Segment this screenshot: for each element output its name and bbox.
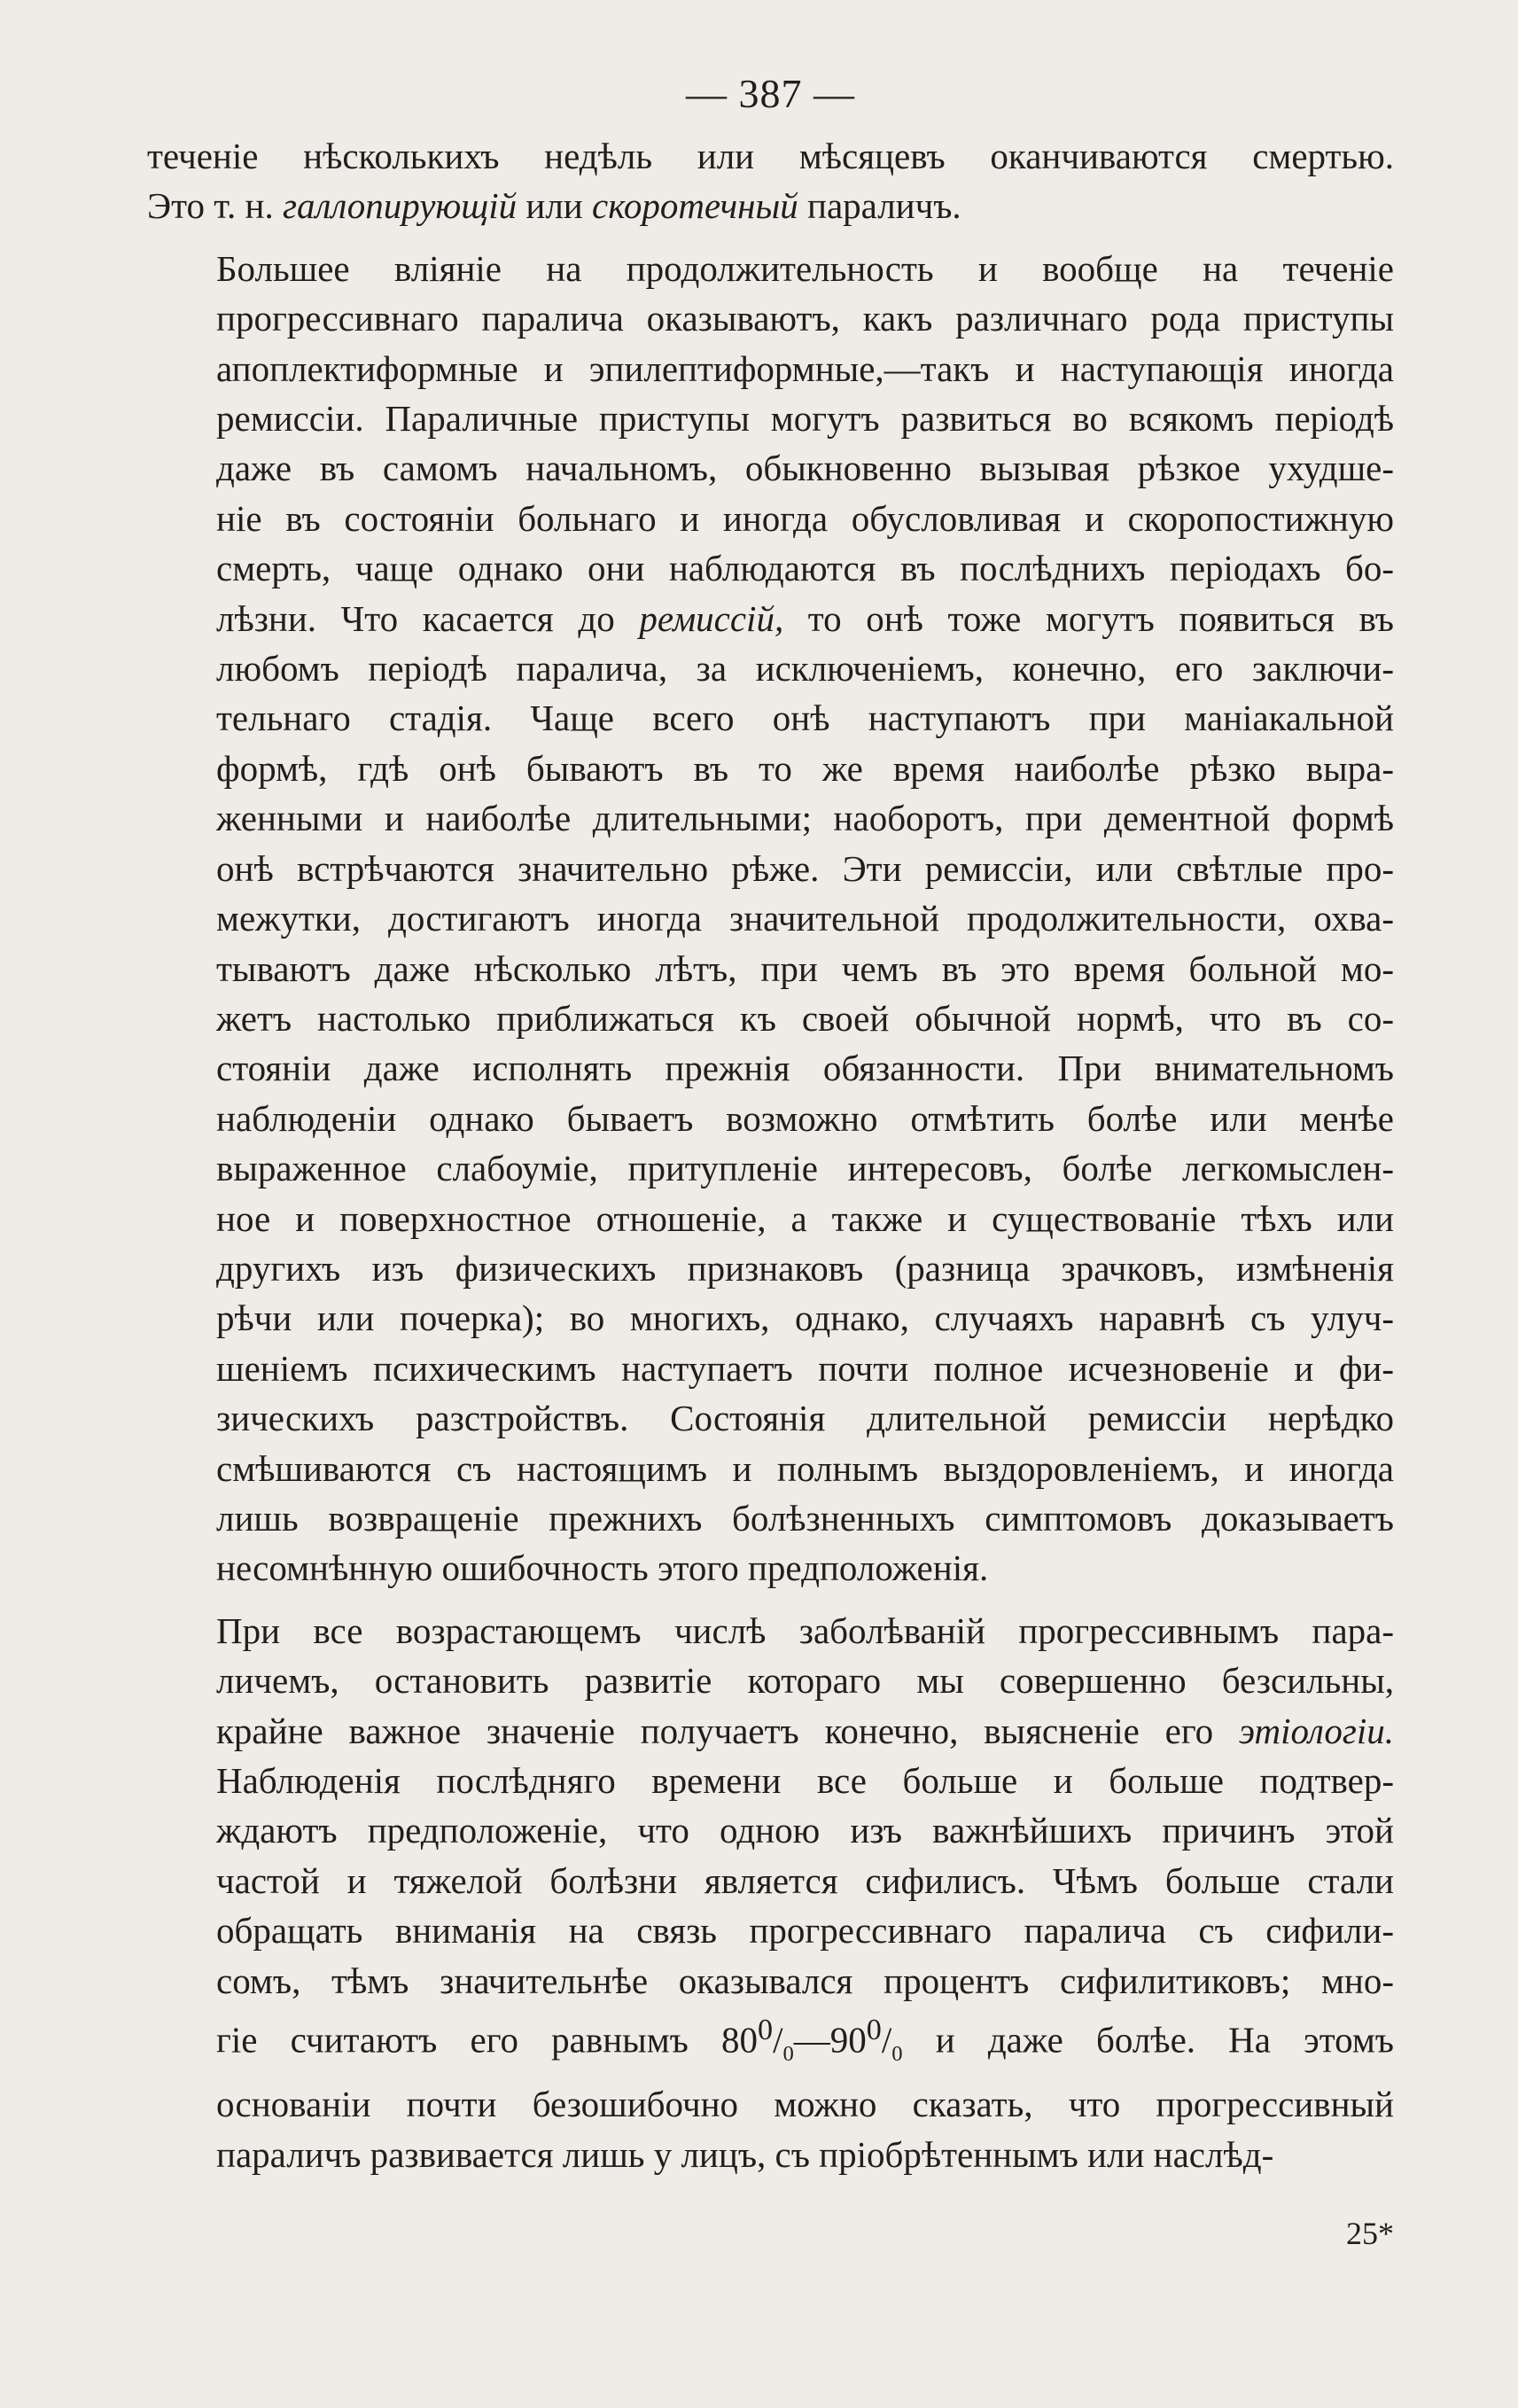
text-line: лѣзни. Что касается до ремиссій, то онѣ тоже могутъ появиться въ — [216, 597, 1394, 639]
text-line: лишь возвращеніе прежнихъ болѣзненныхъ симптомовъ доказываетъ — [216, 1497, 1394, 1539]
text-line: смерть, чаще однако они наблюдаются въ послѣднихъ періодахъ бо- — [216, 548, 1394, 589]
text-line: тываютъ даже нѣсколько лѣтъ, при чемъ въ это время больной мо- — [216, 947, 1394, 989]
text-line: стояніи даже исполнять прежнія обязанности. При внимательномъ — [216, 1048, 1394, 1089]
text-line: формѣ, гдѣ онѣ бываютъ въ то же время наиболѣе рѣзко выра- — [216, 747, 1394, 789]
text-line: ное и поверхностное отношеніе, а также и существованіе тѣхъ или — [216, 1197, 1394, 1239]
text-line: любомъ періодѣ паралича, за исключеніемъ, конечно, его заключи- — [216, 648, 1394, 690]
text-line: прогрессивнаго паралича оказываютъ, какъ различнаго рода приступы — [216, 298, 1394, 339]
text-line: При все возрастающемъ числѣ заболѣваній прогрессивнымъ пара- — [216, 1609, 1394, 1651]
text-line: параличъ развивается лишь у лицъ, съ пріобрѣтеннымъ или наслѣд- — [216, 2133, 1274, 2175]
text-line: ніе въ состояніи больнаго и иногда обусловливая и скоропостижную — [216, 497, 1394, 539]
text-line: смѣшиваются съ настоящимъ и полнымъ выздоровленіемъ, и иногда — [216, 1447, 1394, 1489]
text-line: крайне важное значеніе получаетъ конечно, выясненіе его этіологіи. — [216, 1710, 1394, 1751]
text-line: гіе считаютъ его равнымъ $80^0/_0—90^0/_0$ и даже болѣе. На этомъ — [216, 2014, 1394, 2066]
text-line: Наблюденія послѣдняго времени все больше и больше подтвер- — [216, 1760, 1394, 1801]
text-line: Большее вліяніе на продолжительность и вообще на теченіе — [216, 247, 1394, 289]
text-line: несомнѣнную ошибочность этого предположенія. — [216, 1547, 989, 1589]
text-line: ждаютъ предположеніе, что одною изъ важнѣйшихъ причинъ этой — [216, 1810, 1394, 1851]
text-line: апоплектиформные и эпилептиформные,—такъ и наступающія иногда — [216, 347, 1394, 389]
text-line: онѣ встрѣчаются значительно рѣже. Эти ремиссіи, или свѣтлые про- — [216, 847, 1394, 889]
signature-mark: 25* — [1346, 2216, 1394, 2251]
paragraph — [147, 131, 1394, 231]
text-line: межутки, достигаютъ иногда значительной продолжительности, охва- — [216, 898, 1394, 939]
text-line: шеніемъ психическимъ наступаетъ почти полное исчезновеніе и фи- — [216, 1347, 1394, 1389]
text-line: ремиссіи. Параличные приступы могутъ развиться во всякомъ періодѣ — [216, 398, 1394, 440]
text-line: выраженное слабоуміе, притупленіе интересовъ, болѣе легкомыслен- — [216, 1148, 1394, 1189]
text-line: частой и тяжелой болѣзни является сифилисъ. Чѣмъ больше стали — [216, 1859, 1394, 1901]
text-line: сомъ, тѣмъ значительнѣе оказывался процентъ сифилитиковъ; мно- — [216, 1960, 1394, 2001]
text-line: теченіе нѣсколькихъ недѣль или мѣсяцевъ оканчиваются смертью. — [147, 136, 1394, 176]
text-line: Это т. н. галлопирующій или скоротечный параличъ. — [147, 185, 961, 227]
paragraph — [147, 1606, 1394, 2179]
text-line: личемъ, остановить развитіе котораго мы совершенно безсильны, — [216, 1660, 1394, 1702]
text-line: тельнаго стадія. Чаще всего онѣ наступаютъ при маніакальной — [216, 697, 1394, 739]
text-line: даже въ самомъ начальномъ, обыкновенно вызывая рѣзкое ухудше- — [216, 448, 1394, 489]
text-line: зическихъ разстройствъ. Состоянія длительной ремиссіи нерѣдко — [216, 1398, 1394, 1439]
text-line: рѣчи или почерка); во многихъ, однако, случаяхъ наравнѣ съ улуч- — [216, 1298, 1394, 1339]
text-line: наблюденіи однако бываетъ возможно отмѣтить болѣе или менѣе — [216, 1097, 1394, 1139]
text-line: жетъ настолько приближаться къ своей обычной нормѣ, что въ со- — [216, 997, 1394, 1039]
body-text — [147, 131, 1394, 2179]
page-number: — 387 — — [686, 71, 855, 116]
paragraph — [147, 244, 1394, 1594]
text-line: основаніи почти безошибочно можно сказать, что прогрессивный — [216, 2084, 1394, 2125]
text-line: другихъ изъ физическихъ признаковъ (разница зрачковъ, измѣненія — [216, 1247, 1394, 1289]
text-line: женными и наиболѣе длительными; наоборотъ, при дементной формѣ — [216, 798, 1394, 839]
text-line: обращать вниманія на связь прогрессивнаго паралича съ сифили- — [216, 1910, 1394, 1952]
